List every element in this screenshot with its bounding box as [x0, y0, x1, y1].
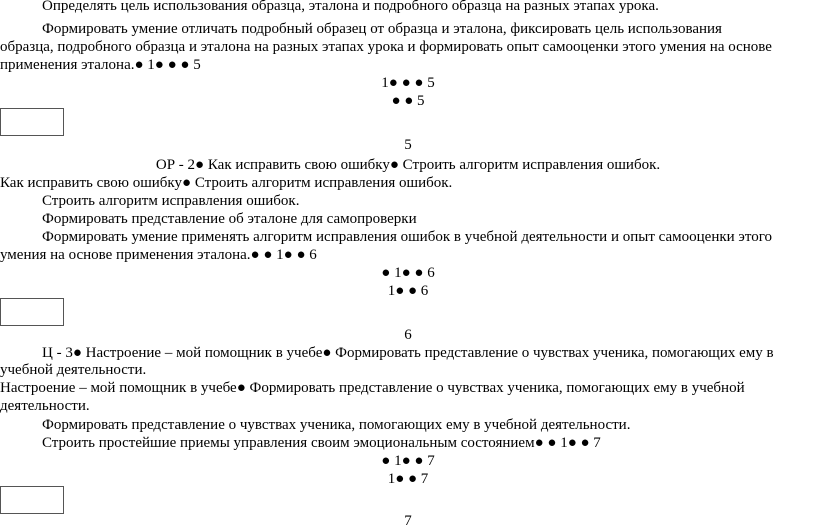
text-line-21: Формировать представление о чувствах ученика, помогающих ему в учебной деятельности. [42, 417, 631, 433]
text-line-4: применения эталона.● 1● ● ● 5 [0, 57, 201, 73]
empty-box-3 [0, 486, 64, 514]
text-line-14: ● 1● ● 6 [381, 265, 435, 281]
text-line-24: 1● ● 7 [387, 471, 429, 487]
text-line-17: Ц - 3● Настроение – мой помощник в учебе● Формировать представление о чувствах ученика, помогающих ему в [42, 345, 774, 361]
text-line-2: Формировать умение отличать подробный образец от образца и эталона, фиксировать цель использования [42, 21, 722, 37]
text-line-6: ● ● 5 [391, 93, 425, 109]
empty-box-1 [0, 108, 64, 136]
text-line-16: 6 [404, 327, 412, 343]
empty-box-2 [0, 298, 64, 326]
text-line-23: ● 1● ● 7 [381, 453, 435, 469]
text-line-22: Строить простейшие приемы управления своим эмоциональным состоянием● ● 1● ● 7 [42, 435, 601, 451]
text-line-9: Как исправить свою ошибку● Строить алгоритм исправления ошибок. [0, 175, 453, 191]
text-line-5: 1● ● ● 5 [381, 75, 435, 91]
text-line-15: 1● ● 6 [387, 283, 429, 299]
text-line-1: Определять цель использования образца, эталона и подробного образца на разных этапах урока. [42, 0, 659, 14]
text-line-3: образца, подробного образца и эталона на разных этапах урока и формировать опыт самооценки этого умения на основе [0, 39, 772, 55]
text-line-12: Формировать умение применять алгоритм исправления ошибок в учебной деятельности и опыт самооценки этого [42, 229, 772, 245]
text-line-13: умения на основе применения эталона.● ● 1● ● 6 [0, 247, 317, 263]
text-line-25: 7 [404, 513, 412, 529]
text-line-11: Формировать представление об эталоне для самопроверки [42, 211, 417, 227]
text-line-20: деятельности. [0, 398, 90, 414]
text-line-10: Строить алгоритм исправления ошибок. [42, 193, 300, 209]
text-line-8: ОР - 2● Как исправить свою ошибку● Строить алгоритм исправления ошибок. [155, 157, 661, 173]
text-line-7: 5 [404, 137, 412, 153]
text-line-18: учебной деятельности. [0, 362, 147, 378]
text-line-19: Настроение – мой помощник в учебе● Формировать представление о чувствах ученика, помогающих ему в учебной [0, 380, 745, 396]
